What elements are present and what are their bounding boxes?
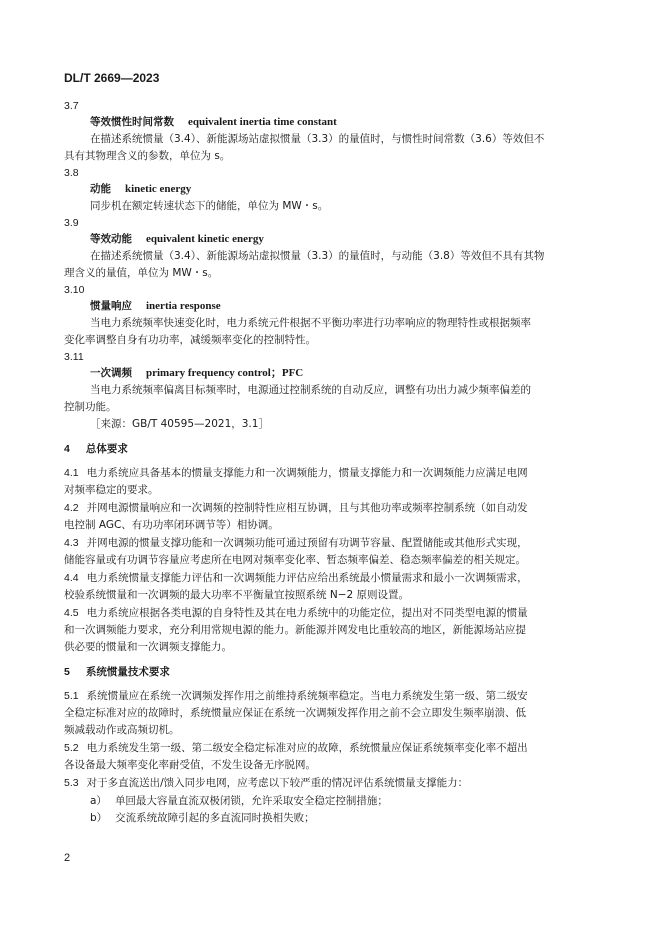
term-english: kinetic energy bbox=[125, 183, 192, 195]
list-marker: b） bbox=[90, 812, 108, 824]
definition-line: 具有其物理含义的参数，单位为 s。 bbox=[64, 150, 231, 162]
term-title bbox=[64, 181, 604, 198]
definition-line: 当电力系统频率快速变化时，电力系统元件根据不平衡功率进行功率响应的物理特性或根据频率 bbox=[90, 317, 531, 329]
term-english: equivalent inertia time constant bbox=[188, 116, 337, 128]
definition-line: 控制功能。 bbox=[64, 401, 117, 413]
clause-line: 对于多直流送出/馈入同步电网，应考虑以下较严重的情况评估系统惯量支撑能力： bbox=[86, 777, 469, 789]
definition-line: 当电力系统频率偏离目标频率时，电源通过控制系统的自动反应，调整有功出力减少频率偏差的 bbox=[90, 384, 531, 396]
clause-number: 4.4 bbox=[64, 572, 79, 584]
list-item bbox=[64, 793, 604, 810]
clause-line: 全稳定标准对应的故障时，系统惯量应保证在系统一次调频发挥作用之前不会立即发生频率崩溃、低 bbox=[64, 707, 526, 719]
term-entry bbox=[64, 349, 604, 433]
section-5-list bbox=[64, 793, 604, 827]
clause-line: 供必要的惯量和一次调频支撑能力。 bbox=[64, 641, 232, 653]
definition-line: 在描述系统惯量（3.4）、新能源场站虚拟惯量（3.3）的量值时，与惯性时间常数（3.6）等效但不 bbox=[90, 133, 545, 145]
clause-number: 4.1 bbox=[64, 467, 79, 479]
clause-line: 频减载动作或高频切机。 bbox=[64, 724, 180, 736]
term-definition bbox=[64, 131, 604, 165]
term-definition bbox=[64, 382, 604, 416]
list-text: 单回最大容量直流双极闭锁，允许采取安全稳定控制措施； bbox=[114, 795, 388, 807]
clause-number: 5.2 bbox=[64, 742, 79, 754]
clause-paragraph bbox=[64, 465, 604, 499]
term-chinese: 等效动能 bbox=[90, 233, 132, 245]
clause-paragraph bbox=[64, 688, 604, 739]
clause-paragraph bbox=[64, 535, 604, 569]
clause-line: 电控制 AGC、有功功率闭环调节等）相协调。 bbox=[64, 519, 279, 531]
section-5-heading bbox=[64, 663, 604, 681]
list-text: 交流系统故障引起的多直流同时换相失败； bbox=[115, 812, 315, 824]
clause-paragraph bbox=[64, 605, 604, 656]
list-item bbox=[64, 810, 604, 827]
term-number: 3.10 bbox=[64, 284, 85, 296]
term-title bbox=[64, 114, 604, 131]
term-chinese: 一次调频 bbox=[90, 367, 132, 379]
term-english: equivalent kinetic energy bbox=[146, 233, 264, 245]
term-chinese: 动能 bbox=[90, 183, 111, 195]
clause-paragraph bbox=[64, 740, 604, 774]
clause-number: 4.3 bbox=[64, 537, 79, 549]
clause-line: 储能容量或有功调节容量应考虑所在电网对频率变化率、暂态频率偏差、稳态频率偏差的相关规定。 bbox=[64, 554, 526, 566]
term-number: 3.7 bbox=[64, 100, 79, 112]
term-definition bbox=[64, 248, 604, 282]
term-title bbox=[64, 231, 604, 248]
term-definition bbox=[64, 198, 604, 215]
term-chinese: 等效惯性时间常数 bbox=[90, 116, 174, 128]
clause-number: 5.1 bbox=[64, 690, 79, 702]
clause-number: 4.5 bbox=[64, 607, 79, 619]
term-english: primary frequency control；PFC bbox=[146, 367, 304, 379]
term-chinese: 惯量响应 bbox=[90, 300, 132, 312]
clause-line: 电力系统应根据各类电源的自身特性及其在电力系统中的功能定位，提出对不同类型电源的惯量 bbox=[86, 607, 528, 619]
section-4-body bbox=[64, 465, 604, 656]
term-entry bbox=[64, 98, 604, 165]
term-entry bbox=[64, 215, 604, 282]
clause-number: 4.2 bbox=[64, 502, 79, 514]
clause-line: 校验系统惯量和一次调频的最大功率不平衡量宜按照系统 N−2 原则设置。 bbox=[64, 589, 410, 601]
term-source: ［来源：GB/T 40595—2021，3.1］ bbox=[90, 418, 269, 430]
list-marker: a） bbox=[90, 795, 107, 807]
clause-line: 和一次调频能力要求，充分利用常规电源的能力。新能源并网发电比重较高的地区，新能源场站应提 bbox=[64, 624, 526, 636]
term-definition bbox=[64, 315, 604, 349]
term-number: 3.9 bbox=[64, 217, 79, 229]
clause-line: 并网电源的惯量支撑功能和一次调频功能可通过预留有功调节容量、配置储能或其他形式实现， bbox=[86, 537, 528, 549]
clause-paragraph bbox=[64, 775, 604, 792]
clause-line: 电力系统发生第一级、第二级安全稳定标准对应的故障，系统惯量应保证系统频率变化率不超出 bbox=[86, 742, 528, 754]
page-content bbox=[64, 98, 604, 827]
document-number: DL/T 2669—2023 bbox=[64, 71, 160, 85]
clause-number: 5.3 bbox=[64, 777, 79, 789]
clause-line: 对频率稳定的要求。 bbox=[64, 484, 159, 496]
clause-line: 电力系统应具备基本的惯量支撑能力和一次调频能力，惯量支撑能力和一次调频能力应满足电网 bbox=[86, 467, 528, 479]
clause-line: 电力系统惯量支撑能力评估和一次调频能力评估应给出系统最小惯量需求和最小一次调频需求， bbox=[86, 572, 528, 584]
clause-paragraph bbox=[64, 500, 604, 534]
clause-paragraph bbox=[64, 570, 604, 604]
clause-line: 系统惯量应在系统一次调频发挥作用之前维持系统频率稳定。当电力系统发生第一级、第二级安 bbox=[86, 690, 528, 702]
section-title: 系统惯量技术要求 bbox=[85, 666, 170, 678]
page-number: 2 bbox=[64, 852, 71, 864]
term-number: 3.8 bbox=[64, 167, 79, 179]
section-4-heading bbox=[64, 440, 604, 458]
section-title: 总体要求 bbox=[85, 443, 128, 455]
clause-line: 各设备最大频率变化率耐受值，不发生设备无序脱网。 bbox=[64, 759, 316, 771]
definition-line: 在描述系统惯量（3.4）、新能源场站虚拟惯量（3.3）的量值时，与动能（3.8）等效但不具有其物 bbox=[90, 250, 545, 262]
definition-line: 理含义的量值，单位为 MW・s。 bbox=[64, 267, 219, 279]
section-number: 4 bbox=[64, 443, 70, 455]
terms-list bbox=[64, 98, 604, 433]
term-english: inertia response bbox=[146, 300, 221, 312]
clause-line: 并网电源惯量响应和一次调频的控制特性应相互协调，且与其他功率或频率控制系统（如自动发 bbox=[86, 502, 528, 514]
term-number: 3.11 bbox=[64, 351, 84, 363]
section-number: 5 bbox=[64, 666, 70, 678]
definition-line: 变化率调整自身有功功率，减缓频率变化的控制特性。 bbox=[64, 334, 316, 346]
section-5-body bbox=[64, 688, 604, 792]
definition-line: 同步机在额定转速状态下的储能，单位为 MW・s。 bbox=[90, 200, 329, 212]
term-entry bbox=[64, 165, 604, 215]
term-title bbox=[64, 365, 604, 382]
term-entry bbox=[64, 282, 604, 349]
term-title bbox=[64, 298, 604, 315]
